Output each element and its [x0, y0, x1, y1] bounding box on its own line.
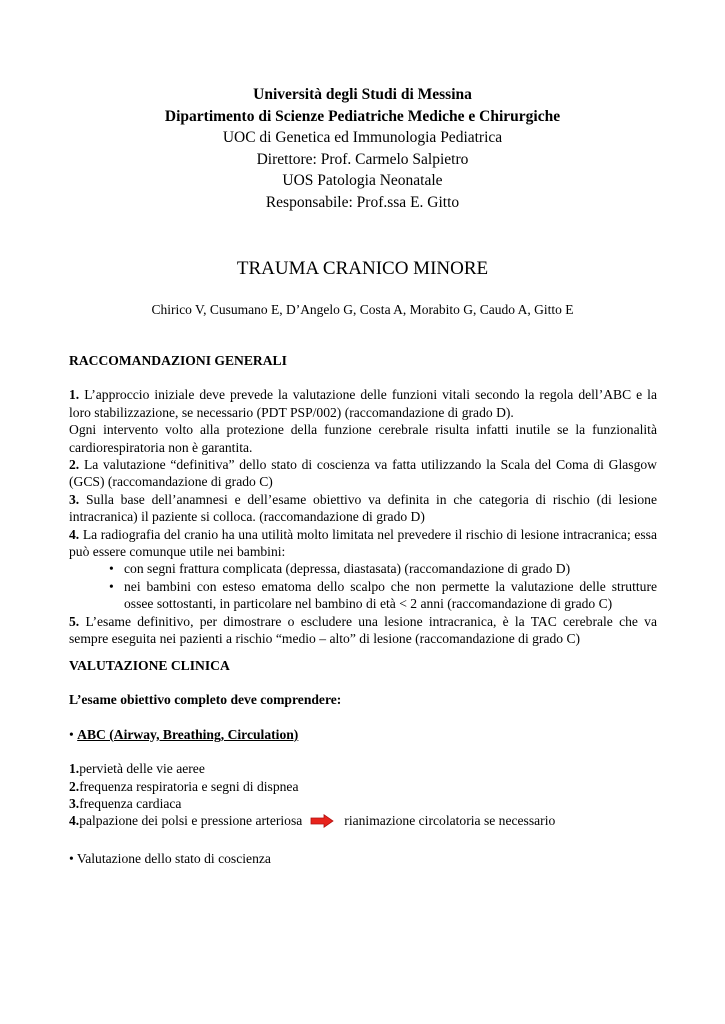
- director-line: Direttore: Prof. Carmelo Salpietro: [256, 150, 469, 168]
- university-name: Università degli Studi di Messina: [253, 86, 472, 103]
- list-item: • nei bambini con esteso ematoma dello scalpo che non permette la valutazione delle strutture ossee sottostanti, in particolare nel bambino di età < 2 anni (raccomandazione di grado C): [111, 578, 657, 613]
- abc-item-2: 2.frequenza respiratoria e segni di dispnea: [69, 778, 299, 794]
- uoc-name: UOC di Genetica ed Immunologia Pediatrica: [222, 129, 503, 146]
- section-heading: RACCOMANDAZIONI GENERALI: [69, 353, 287, 368]
- list-item: • con segni frattura complicata (depressa, diastasata) (raccomandazione di grado D): [111, 560, 657, 577]
- authors-line: Chirico V, Cusumano E, D’Angelo G, Costa A, Morabito G, Caudo A, Gitto E: [151, 302, 574, 317]
- abc-item-4: 4.palpazione dei polsi e pressione arteriosa rianimazione circolatoria se necessario: [69, 812, 657, 832]
- section-heading: VALUTAZIONE CLINICA: [69, 658, 230, 673]
- red-arrow-right-icon: [310, 814, 334, 832]
- recommendation-1-note: Ogni intervento volto alla protezione della funzione cerebrale risulta infatti inutile se la funzionalità cardiorespiratoria non è garantita.: [69, 422, 657, 455]
- consciousness-item: • Valutazione dello stato di coscienza: [69, 850, 271, 866]
- recommendation-1: 1. L’approccio iniziale deve prevede la valutazione delle funzioni vitali secondo la regola dell’ABC e la loro stabilizzazione, se necessario (PDT PSP/002) (raccomandazione di grado D).: [69, 387, 657, 420]
- recommendation-4: 4. La radiografia del cranio ha una utilità molto limitata nel prevedere il rischio di lesione intracranica; essa può essere comunque utile nei bambini:: [69, 526, 657, 560]
- abc-item-1: 1.pervietà delle vie aeree: [69, 761, 205, 777]
- clinical-evaluation: [69, 657, 657, 867]
- abc-heading: • ABC (Airway, Breathing, Circulation): [69, 726, 299, 742]
- exam-subheading: L’esame obiettivo completo deve comprendere:: [69, 692, 342, 708]
- uos-name: UOS Patologia Neonatale: [282, 172, 443, 189]
- abc-item-3: 3.frequenza cardiaca: [69, 796, 182, 812]
- arrow-result-text: rianimazione circolatoria se necessario: [344, 813, 556, 829]
- recommendation-5: 5. L’esame definitivo, per dimostrare o escludere una lesione intracranica, è la TAC cerebrale che va sempre eseguita nei pazienti a rischio “medio – alto” di lesione (raccomandazione di grado C): [69, 613, 657, 647]
- xray-indications-list: [69, 560, 657, 612]
- department-name: Dipartimento di Scienze Pediatriche Mediche e Chirurgiche: [164, 107, 561, 125]
- document-title: TRAUMA CRANICO MINORE: [236, 258, 489, 279]
- general-recommendations: [69, 352, 657, 648]
- recommendation-3: 3. Sulla base dell’anamnesi e dell’esame obiettivo va definita in che categoria di rischio (di lesione intracranica) il paziente si colloca. (raccomandazione di grado D): [69, 491, 657, 525]
- responsible-line: Responsabile: Prof.ssa E. Gitto: [265, 193, 460, 211]
- institution-header: [0, 84, 725, 213]
- recommendation-2: 2. La valutazione “definitiva” dello stato di coscienza va fatta utilizzando la Scala del Coma di Glasgow (GCS) (raccomandazione di grado C): [69, 457, 657, 490]
